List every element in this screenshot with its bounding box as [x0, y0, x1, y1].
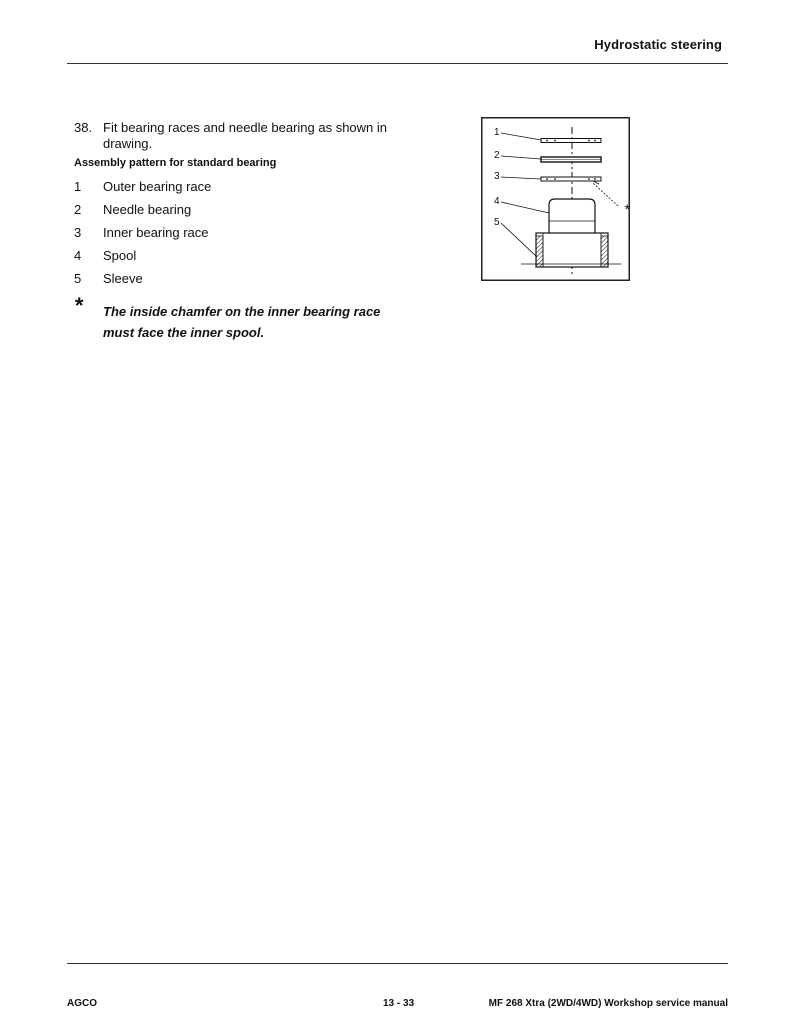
callout-3: 3	[494, 171, 500, 182]
page-number: 13 - 33	[383, 998, 415, 1009]
note-asterisk: *	[74, 293, 83, 318]
part-number: 2	[74, 202, 82, 217]
note-text: The inside chamfer on the inner bearing race must face the inner spool.	[103, 304, 381, 340]
callout-2: 2	[494, 150, 500, 161]
part-number: 1	[74, 179, 82, 194]
step-text: Fit bearing races and needle bearing as shown in drawing.	[103, 120, 388, 151]
outer-bearing-race-part	[541, 139, 601, 143]
manual-title: MF 268 Xtra (2WD/4WD) Workshop service manual	[488, 998, 728, 1009]
part-label: Sleeve	[103, 271, 143, 286]
callout-4: 4	[494, 196, 500, 207]
assembly-subheading: Assembly pattern for standard bearing	[74, 157, 277, 169]
part-number: 3	[74, 225, 82, 240]
part-label: Needle bearing	[103, 202, 192, 217]
page-header-title: Hydrostatic steering	[594, 37, 722, 52]
footer-rule	[67, 963, 728, 964]
part-label: Outer bearing race	[103, 179, 212, 194]
callout-5: 5	[494, 217, 500, 228]
part-label: Spool	[103, 248, 137, 263]
needle-bearing-part	[541, 157, 601, 162]
footer-brand: AGCO	[67, 998, 97, 1009]
step-number: 38.	[74, 120, 93, 135]
part-number: 5	[74, 271, 82, 286]
callout-1: 1	[494, 127, 500, 138]
part-label: Inner bearing race	[103, 225, 209, 240]
spool-part	[549, 199, 595, 233]
sleeve-part	[536, 233, 608, 267]
bearing-assembly-figure	[481, 117, 630, 281]
callout-asterisk: *	[624, 201, 630, 217]
part-number: 4	[74, 248, 82, 263]
header-rule	[67, 63, 728, 64]
